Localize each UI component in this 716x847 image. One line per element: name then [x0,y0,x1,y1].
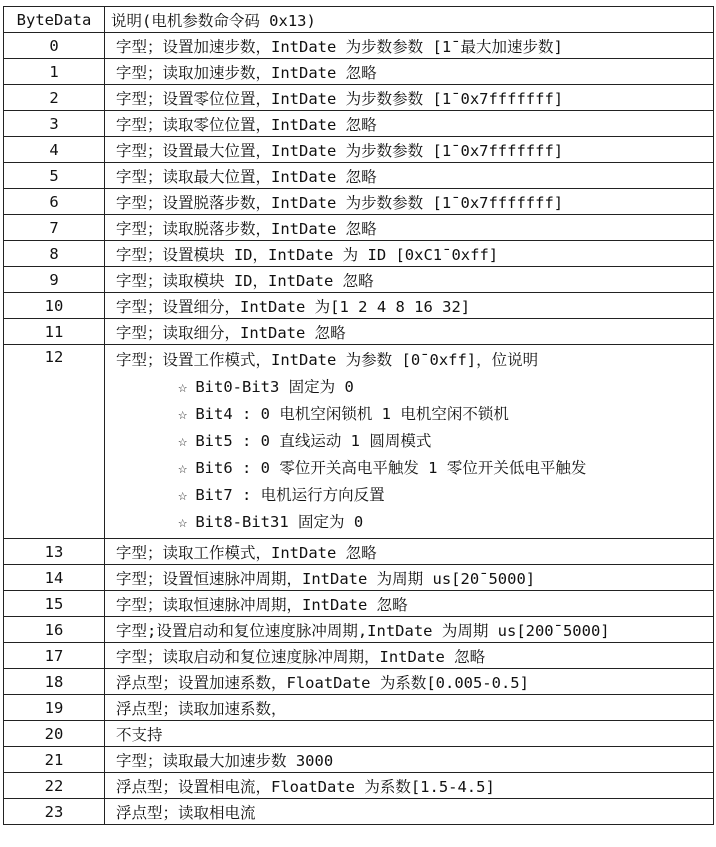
table-row [4,773,714,799]
star-icon: ☆ [178,459,188,477]
table-row [4,539,714,565]
table-header-row [4,7,714,33]
table-row [4,215,714,241]
table-row [4,799,714,825]
description-cell: 字型；读取模块 ID，IntDate 忽略 [105,267,714,293]
table-row [4,747,714,773]
description-cell: 字型;设置启动和复位速度脉冲周期,IntDate 为周期 us[200¯5000] [105,617,714,643]
description-cell: 字型；设置模块 ID，IntDate 为 ID [0xC1¯0xff] [105,241,714,267]
description-cell: 字型；读取最大位置，IntDate 忽略 [105,163,714,189]
star-icon: ☆ [178,486,188,504]
bit-description-list [116,374,713,536]
byte-index-cell: 10 [4,293,105,319]
bit-description-item [178,401,713,428]
byte-index-cell: 2 [4,85,105,111]
star-icon: ☆ [178,513,188,531]
header-description: 说明(电机参数命令码 0x13) [105,7,714,33]
description-cell: 字型；读取加速步数，IntDate 忽略 [105,59,714,85]
bit-description-text: Bit8-Bit31 固定为 0 [195,513,364,531]
table-row [4,565,714,591]
description-cell: 字型；设置加速步数，IntDate 为步数参数 [1¯最大加速步数] [105,33,714,59]
table-row [4,319,714,345]
description-cell: 字型；读取最大加速步数 3000 [105,747,714,773]
description-cell: 浮点型；设置加速系数，FloatDate 为系数[0.005-0.5] [105,669,714,695]
bit-description-text: Bit7 : 电机运行方向反置 [195,486,385,504]
table-row [4,643,714,669]
description-cell: 不支持 [105,721,714,747]
table-row [4,669,714,695]
table-row [4,721,714,747]
table-row [4,33,714,59]
bit-description-text: Bit0-Bit3 固定为 0 [195,378,354,396]
bit-description-text: Bit4 : 0 电机空闲锁机 1 电机空闲不锁机 [195,405,509,423]
bit-description-item [178,482,713,509]
byte-index-cell: 1 [4,59,105,85]
description-cell: 字型；读取细分，IntDate 忽略 [105,319,714,345]
byte-index-cell: 5 [4,163,105,189]
byte-index-cell: 21 [4,747,105,773]
byte-index-cell: 4 [4,137,105,163]
byte-index-cell: 12 [4,345,105,539]
byte-index-cell: 19 [4,695,105,721]
table-row [4,85,714,111]
description-cell: 浮点型；读取加速系数， [105,695,714,721]
byte-index-cell: 6 [4,189,105,215]
byte-index-cell: 15 [4,591,105,617]
description-text: 字型；设置工作模式，IntDate 为参数 [0¯0xff]，位说明 [116,351,539,369]
header-bytedata: ByteData [4,7,105,33]
bit-description-text: Bit5 : 0 直线运动 1 圆周模式 [195,432,432,450]
byte-index-cell: 22 [4,773,105,799]
table-row [4,293,714,319]
description-cell: 字型；设置最大位置，IntDate 为步数参数 [1¯0x7fffffff] [105,137,714,163]
description-cell: 浮点型；设置相电流，FloatDate 为系数[1.5-4.5] [105,773,714,799]
byte-index-cell: 7 [4,215,105,241]
byte-index-cell: 17 [4,643,105,669]
table-row [4,345,714,539]
description-cell: 字型；设置脱落步数，IntDate 为步数参数 [1¯0x7fffffff] [105,189,714,215]
star-icon: ☆ [178,432,188,450]
table-row [4,189,714,215]
bit-description-text: Bit6 : 0 零位开关高电平触发 1 零位开关低电平触发 [195,459,587,477]
bit-description-item [178,455,713,482]
description-cell [105,345,714,539]
description-cell: 字型；读取启动和复位速度脉冲周期，IntDate 忽略 [105,643,714,669]
byte-index-cell: 14 [4,565,105,591]
description-cell: 字型；设置零位位置，IntDate 为步数参数 [1¯0x7fffffff] [105,85,714,111]
description-cell: 字型；读取脱落步数，IntDate 忽略 [105,215,714,241]
star-icon: ☆ [178,405,188,423]
byte-index-cell: 23 [4,799,105,825]
table-row [4,163,714,189]
description-cell: 浮点型；读取相电流 [105,799,714,825]
table-row [4,591,714,617]
byte-index-cell: 11 [4,319,105,345]
description-cell: 字型；读取零位位置，IntDate 忽略 [105,111,714,137]
table-row [4,137,714,163]
description-cell: 字型；读取恒速脉冲周期，IntDate 忽略 [105,591,714,617]
description-cell: 字型；读取工作模式，IntDate 忽略 [105,539,714,565]
bit-description-item [178,374,713,401]
byte-index-cell: 9 [4,267,105,293]
byte-index-cell: 20 [4,721,105,747]
byte-index-cell: 8 [4,241,105,267]
table-row [4,59,714,85]
star-icon: ☆ [178,378,188,396]
byte-index-cell: 0 [4,33,105,59]
byte-index-cell: 16 [4,617,105,643]
table-row [4,695,714,721]
description-cell: 字型；设置细分，IntDate 为[1 2 4 8 16 32] [105,293,714,319]
motor-parameter-table [3,6,714,825]
bit-description-item [178,509,713,536]
table-body [4,33,714,825]
byte-index-cell: 13 [4,539,105,565]
byte-index-cell: 18 [4,669,105,695]
table-row [4,267,714,293]
description-cell: 字型；设置恒速脉冲周期，IntDate 为周期 us[20¯5000] [105,565,714,591]
table-row [4,111,714,137]
byte-index-cell: 3 [4,111,105,137]
table-row [4,617,714,643]
table-row [4,241,714,267]
bit-description-item [178,428,713,455]
